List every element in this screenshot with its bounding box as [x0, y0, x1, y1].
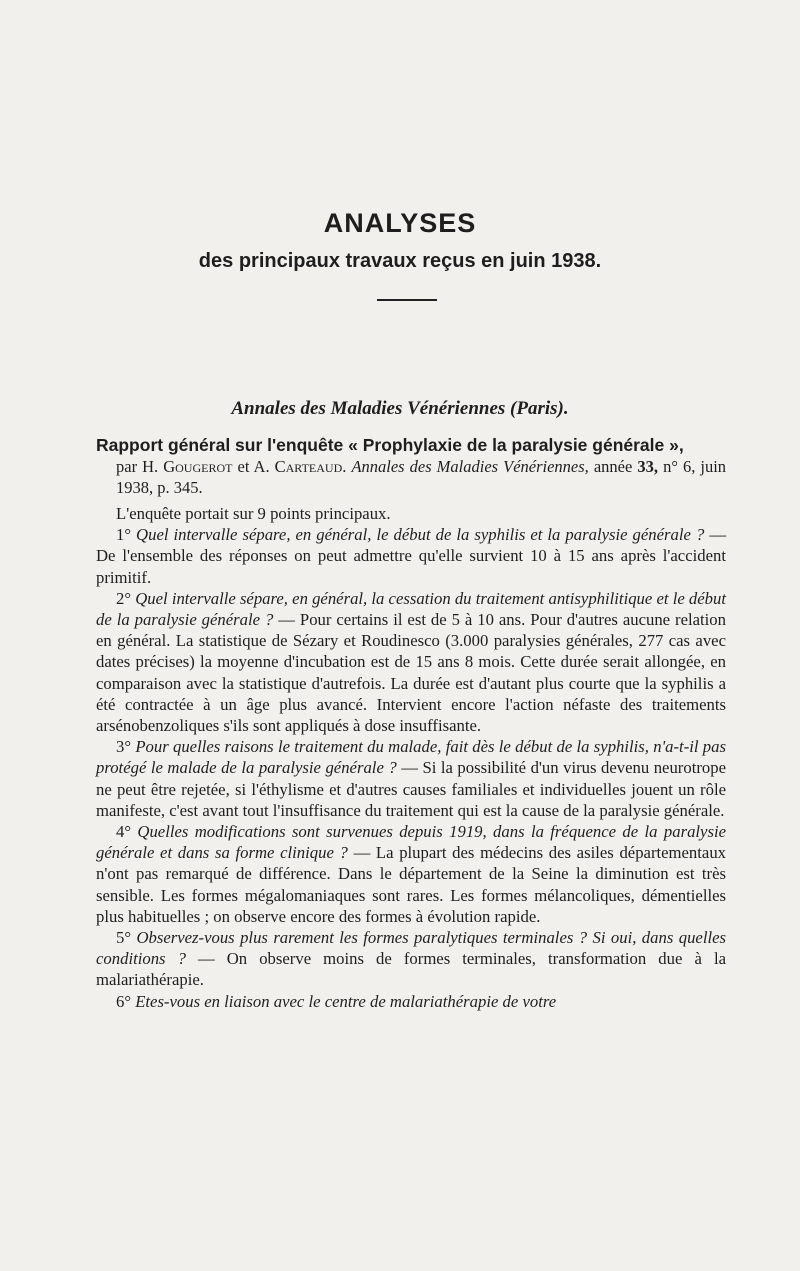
ref-annee: année: [593, 457, 633, 476]
author-name: Carteaud.: [274, 457, 347, 476]
article-header: [96, 434, 726, 498]
article-body: [96, 503, 726, 1012]
title-divider: [377, 299, 437, 301]
issue-info: n° 6, juin 1938, p. 345.: [116, 457, 727, 497]
paragraph: L'enquête portait sur 9 points principaux.: [116, 504, 391, 523]
paragraph: 1° Quel intervalle sépare, en général, le début de la syphilis et la paralysie générale ? — De l'ensemble des réponses on peut admettre qu'elle survient 10 à 15 ans après l'accident primitif.: [96, 525, 726, 587]
journal-heading: Annales des Maladies Vénériennes (Paris).: [231, 398, 569, 419]
paragraph: 2° Quel intervalle sépare, en général, la cessation du traitement antisyphilitique et le début de la paralysie générale ? — Pour certains il est de 5 à 10 ans. Pour d'autres aucune relation en général. La statistique de Sézary et Roudinesco (3.000 paralysies générales, 277 cas avec dates précises) la moyenne d'incubation est de 15 ans 8 mois. Cette durée serait allongée, en comparaison avec la statistique d'autrefois. La durée est d'autant plus courte que la syphilis a été contractée à un âge plus avancé. Intervient encore l'action néfaste des traitements arsénobenzoliques s'ils sont appliqués à dose insuffisante.: [96, 588, 726, 736]
ref-et: et A.: [237, 457, 270, 476]
page-subtitle: des principaux travaux reçus en juin 1938.: [198, 250, 602, 272]
page-title: ANALYSES: [323, 208, 477, 238]
author-name: Gougerot: [163, 457, 233, 476]
paragraph: 5° Observez-vous plus rarement les formes paralytiques terminales ? Si oui, dans quelles conditions ? — On observe moins de formes terminales, transformation due à la malariathérapie.: [96, 928, 726, 990]
ref-par: par H.: [116, 457, 159, 476]
volume-number: 33,: [637, 457, 659, 476]
paragraph: 6° Etes-vous en liaison avec le centre de malariathérapie de votre: [116, 991, 557, 1011]
paragraph: 3° Pour quelles raisons le traitement du malade, fait dès le début de la syphilis, n'a-t-il pas protégé le malade de la paralysie générale ? — Si la possibilité d'un virus devenu neurotrope ne peut être rejetée, si l'éthylisme et d'autres causes familiales et individuelles jouent un rôle manifeste, c'est avant tout l'insuffisance du traitement qui est la cause de la paralysie générale.: [96, 737, 726, 820]
paragraph: 4° Quelles modifications sont survenues depuis 1919, dans la fréquence de la paralysie générale et dans sa forme clinique ? — La plupart des médecins des asiles départementaux n'ont pas remarqué de différence. Dans le département de la Seine la diminution est très sensible. Les formes mégalomaniaques sont rares. Les formes mélancoliques, démentielles plus habituelles ; on observe encore des formes à évolution rapide.: [96, 822, 727, 926]
journal-citation: Annales des Maladies Vénériennes,: [351, 457, 589, 476]
article-title: Rapport général sur l'enquête « Prophylaxie de la paralysie générale »,: [96, 435, 684, 455]
article-reference: [96, 456, 726, 498]
